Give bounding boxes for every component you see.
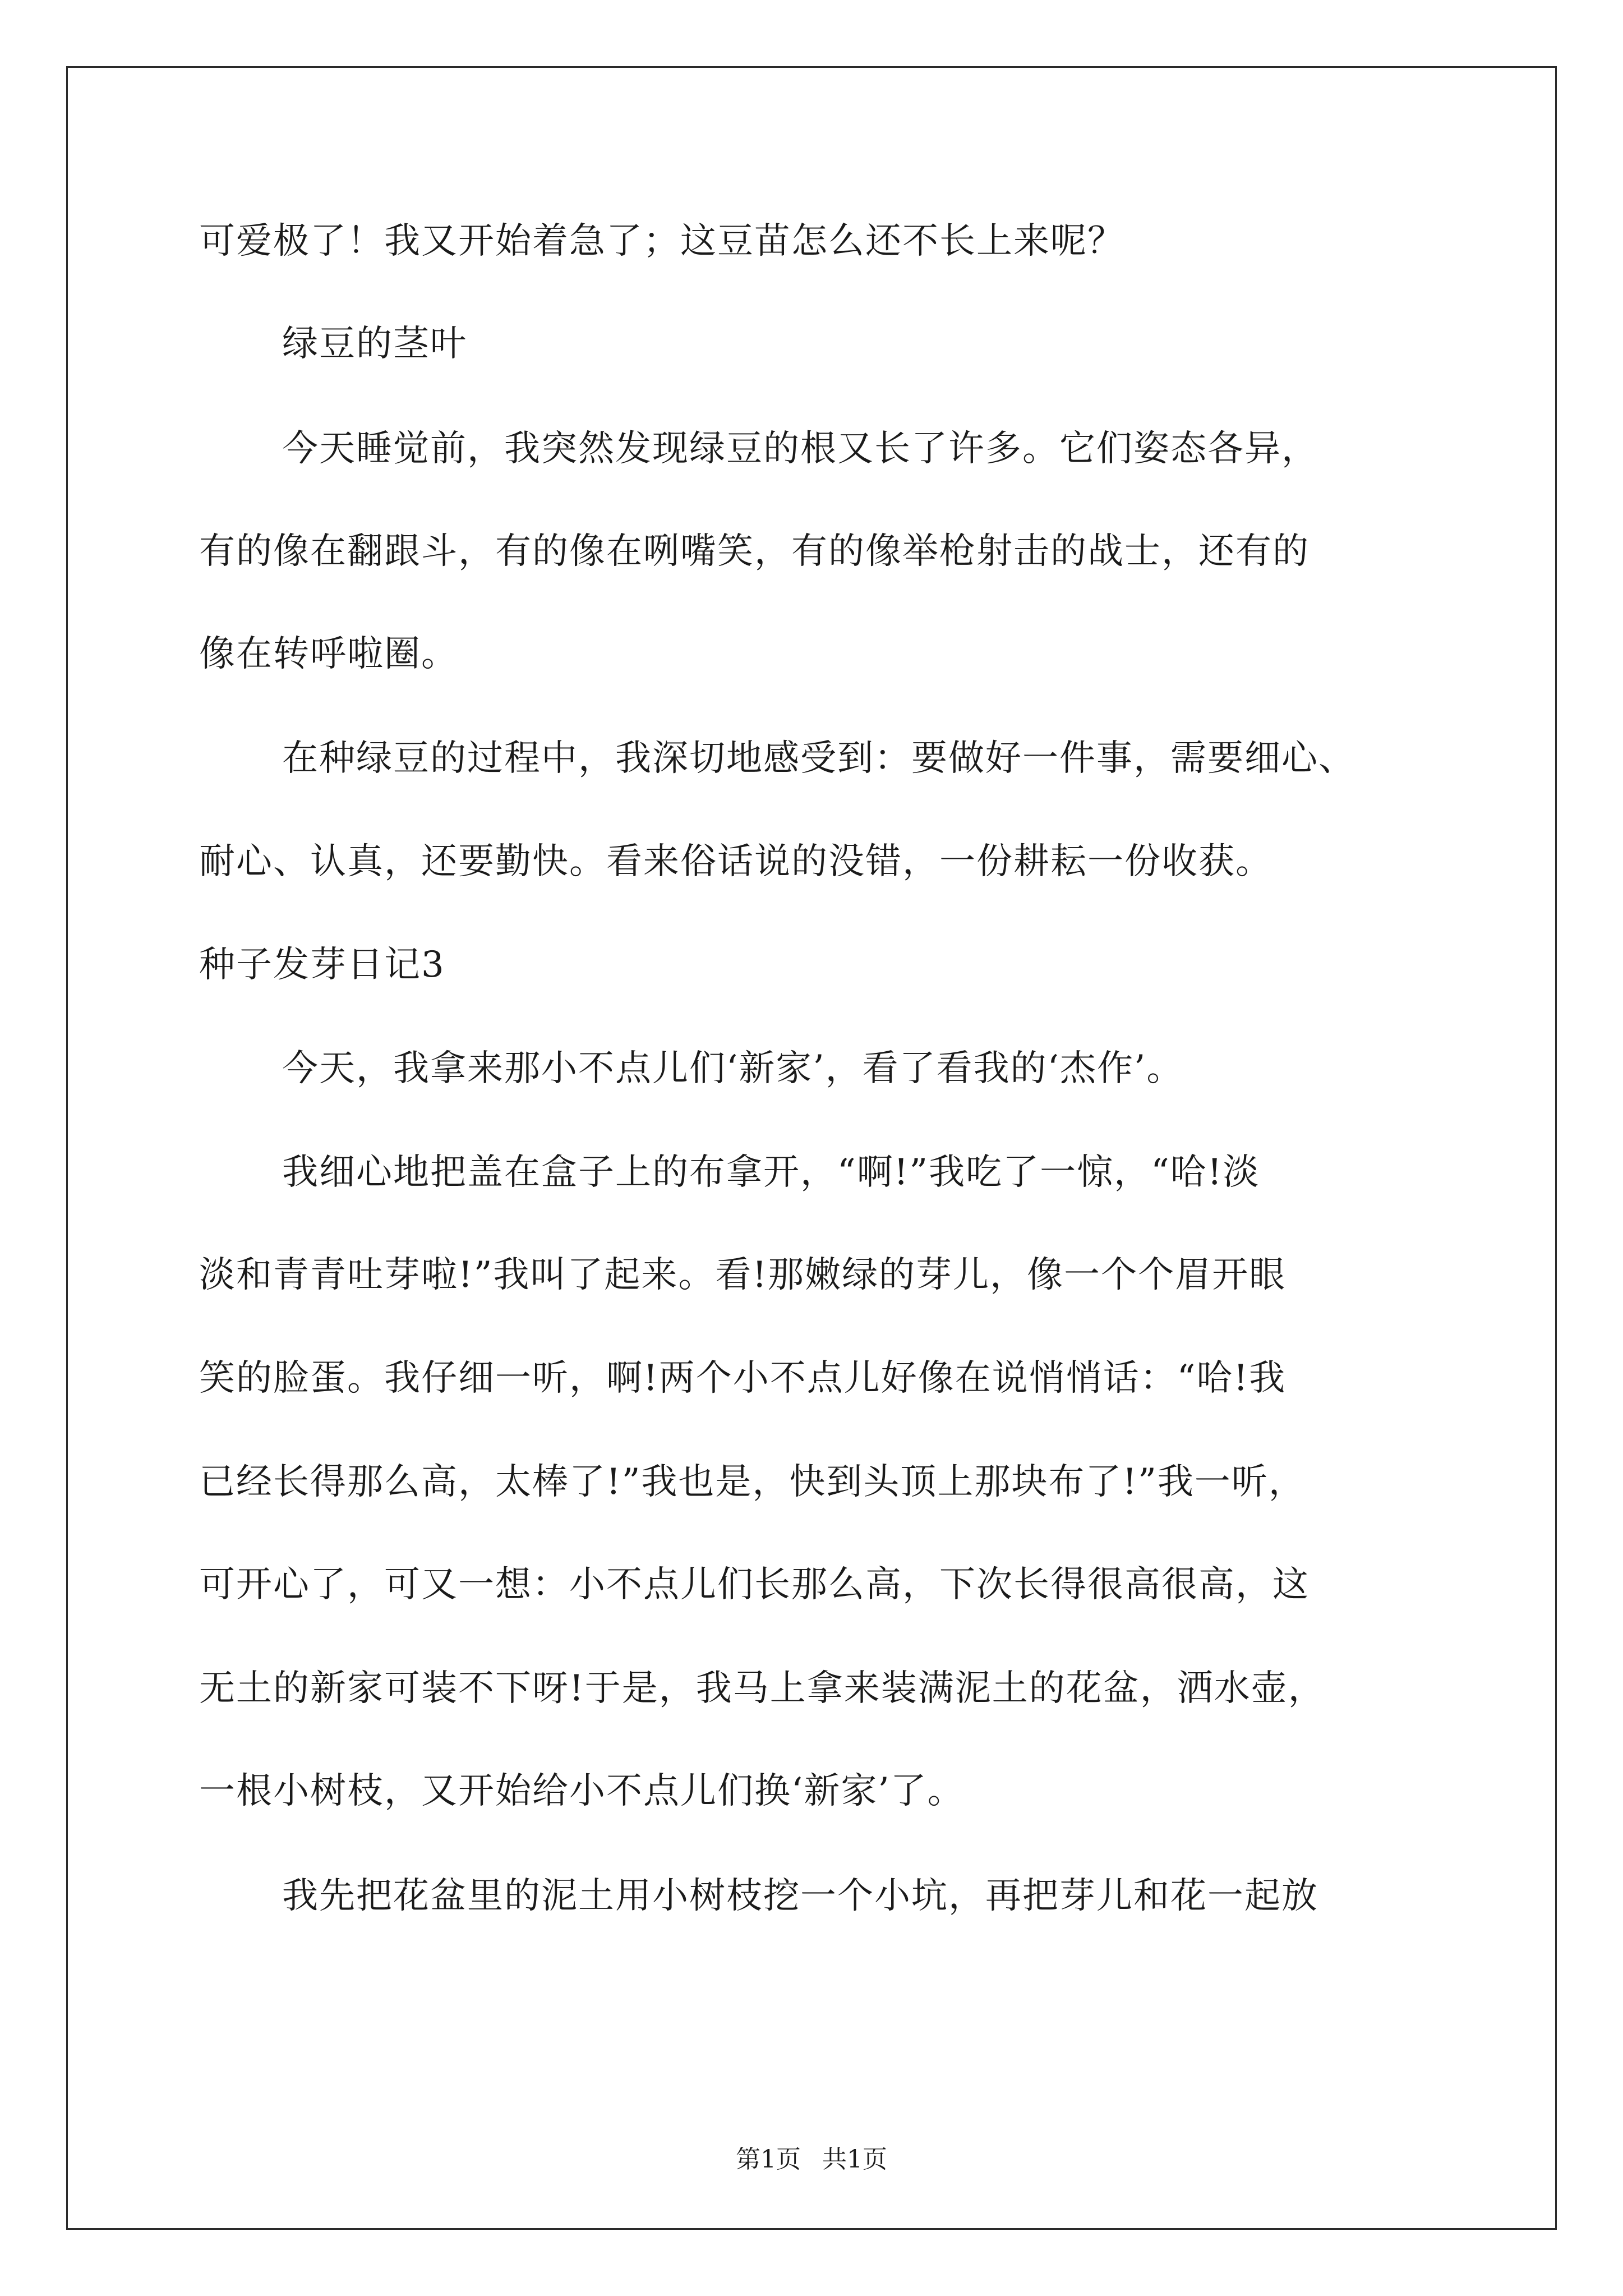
text-line: 笑的脸蛋。我仔细一听，啊!两个小不点儿好像在说悄悄话：“哈!我: [199, 1358, 1287, 1399]
text-line: 有的像在翻跟斗，有的像在咧嘴笑，有的像举枪射击的战士，还有的: [199, 531, 1310, 572]
text-line: 今天，我拿来那小不点儿们‘新家’，看了看我的‘杰作’。: [282, 1048, 1184, 1089]
text-line: 我先把花盆里的泥土用小树枝挖一个小坑，再把芽儿和花一起放: [282, 1875, 1318, 1917]
section-heading: 绿豆的茎叶: [282, 323, 467, 365]
text-line: 耐心、认真，还要勤快。看来俗话说的没错，一份耕耘一份收获。: [199, 841, 1272, 882]
text-line: 像在转呼啦圈。: [199, 633, 458, 675]
text-line: 已经长得那么高，太棒了!”我也是，快到头顶上那块布了!”我一听，: [199, 1461, 1306, 1503]
text-line: 无土的新家可装不下呀!于是，我马上拿来装满泥土的花盆，洒水壶，: [199, 1668, 1325, 1709]
page-footer: [0, 2143, 1623, 2177]
text-line: 淡和青青吐芽啦!”我叫了起来。看!那嫩绿的芽儿，像一个个眉开眼: [199, 1254, 1287, 1296]
text-line: 一根小树枝，又开始给小不点儿们换‘新家’了。: [199, 1770, 965, 1812]
text-line: 可爱极了！我又开始着急了；这豆苗怎么还不长上来呢？: [199, 220, 1124, 262]
text-line: 今天睡觉前，我突然发现绿豆的根又长了许多。它们姿态各异，: [282, 428, 1318, 470]
text-line: 我细心地把盖在盒子上的布拿开，“啊!”我吃了一惊，“哈!淡: [282, 1152, 1260, 1193]
text-line: 在种绿豆的过程中，我深切地感受到：要做好一件事，需要细心、: [282, 738, 1355, 779]
page-number-current: 第1页: [736, 2145, 801, 2174]
section-heading: 种子发芽日记3: [199, 944, 445, 986]
text-line: 可开心了，可又一想：小不点儿们长那么高，下次长得很高很高，这: [199, 1564, 1310, 1605]
page-number-total: 共1页: [822, 2145, 887, 2174]
